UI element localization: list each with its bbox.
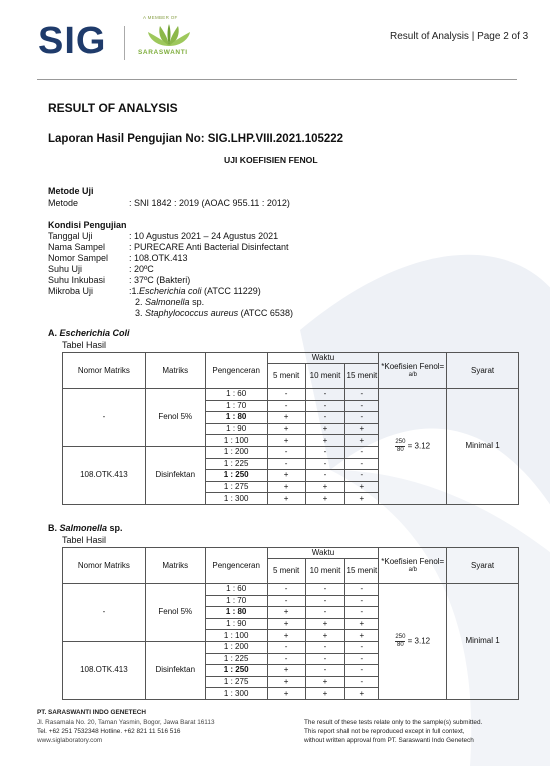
dilution-cell: 1 : 70 (205, 595, 267, 607)
requirement-cell: Minimal 1 (447, 584, 519, 700)
result-cell: + (305, 493, 345, 505)
dilution-cell: 1 : 225 (205, 458, 267, 470)
matrix-name: Disinfektan (145, 446, 205, 504)
matrix-name: Fenol 5% (145, 584, 205, 642)
dilution-cell: 1 : 275 (205, 676, 267, 688)
result-cell: + (305, 481, 345, 493)
col-header: Waktu (267, 353, 379, 364)
col-header: Syarat (447, 353, 519, 389)
page-info: Result of Analysis | Page 2 of 3 (390, 31, 529, 42)
coefficient-cell: $\frac{250}{80}$ = 3.12 (379, 389, 447, 505)
lotus-icon (146, 22, 192, 48)
col-header: Nomor Matriks (63, 353, 146, 389)
cond-label: Mikroba Uji (48, 286, 94, 296)
dilution-cell: 1 : 90 (205, 618, 267, 630)
matrix-name: Disinfektan (145, 641, 205, 699)
matrix-number: - (63, 389, 146, 447)
result-cell: + (345, 435, 379, 447)
matrix-number: 108.OTK.413 (63, 641, 146, 699)
dilution-cell: 1 : 70 (205, 400, 267, 412)
result-cell: - (305, 641, 345, 653)
result-cell: - (305, 412, 345, 424)
result-cell: + (267, 665, 305, 677)
result-cell: + (345, 618, 379, 630)
result-cell: - (345, 676, 379, 688)
result-cell: - (267, 389, 305, 401)
col-header: Waktu (267, 548, 379, 559)
col-header: *Koefisien Fenol= a/b (379, 353, 447, 389)
result-cell: + (267, 412, 305, 424)
table-label: Tabel Hasil (62, 340, 107, 350)
requirement-cell: Minimal 1 (447, 389, 519, 505)
result-cell: - (345, 595, 379, 607)
col-header: 15 menit (345, 559, 379, 584)
result-cell: - (267, 653, 305, 665)
col-header: 10 menit (305, 364, 345, 389)
result-cell: - (305, 665, 345, 677)
result-cell: - (305, 400, 345, 412)
cond-label: Nama Sampel (48, 242, 106, 252)
footer-tel: Tel. +62 251 7532348 Hotline. +62 821 11 516 516 (37, 728, 181, 735)
result-cell: + (305, 630, 345, 642)
coefficient-cell: $\frac{250}{80}$ = 3.12 (379, 584, 447, 700)
test-name: UJI KOEFISIEN FENOL (224, 155, 318, 165)
report-number: Laporan Hasil Pengujian No: SIG.LHP.VIII.2021.105222 (48, 133, 344, 145)
col-header: Matriks (145, 353, 205, 389)
result-cell: - (305, 458, 345, 470)
dilution-cell: 1 : 100 (205, 630, 267, 642)
col-header: Pengenceran (205, 353, 267, 389)
result-cell: - (305, 607, 345, 619)
partner-name: SARASWANTI (138, 49, 188, 56)
dilution-cell: 1 : 300 (205, 688, 267, 700)
result-cell: - (305, 470, 345, 482)
microbe-item: 3. Staphylococcus aureus (ATCC 6538) (135, 308, 293, 318)
result-cell: + (267, 676, 305, 688)
dilution-cell: 1 : 275 (205, 481, 267, 493)
col-header: Syarat (447, 548, 519, 584)
result-cell: - (267, 458, 305, 470)
dilution-cell: 1 : 225 (205, 653, 267, 665)
result-cell: - (305, 584, 345, 596)
result-cell: - (345, 641, 379, 653)
method-label: Metode (48, 198, 79, 208)
footer-company: PT. SARASWANTI INDO GENETECH (37, 709, 147, 716)
result-cell: + (267, 435, 305, 447)
col-header: 5 menit (267, 559, 305, 584)
col-header: Nomor Matriks (63, 548, 146, 584)
section-heading: A. Escherichia Coli (48, 328, 130, 338)
result-cell: - (345, 665, 379, 677)
result-cell: - (305, 653, 345, 665)
cond-value: : 20ºC (129, 264, 154, 274)
result-cell: + (267, 481, 305, 493)
result-cell: + (267, 630, 305, 642)
col-header: Matriks (145, 548, 205, 584)
result-cell: + (305, 435, 345, 447)
matrix-number: 108.OTK.413 (63, 446, 146, 504)
matrix-name: Fenol 5% (145, 389, 205, 447)
dilution-cell: 1 : 90 (205, 423, 267, 435)
col-header: *Koefisien Fenol= a/b (379, 548, 447, 584)
footer-address: Jl. Rasamala No. 20, Taman Yasmin, Bogor, Jawa Barat 16113 (37, 719, 215, 726)
result-cell: + (345, 688, 379, 700)
col-header: Pengenceran (205, 548, 267, 584)
cond-value: : PURECARE Anti Bacterial Disinfectant (129, 242, 289, 252)
page-title: RESULT OF ANALYSIS (48, 101, 178, 115)
table-label: Tabel Hasil (62, 535, 107, 545)
footer-disclaimer: The result of these tests relate only to the sample(s) submitted. (304, 719, 483, 726)
section-heading: B. Salmonella sp. (48, 523, 123, 533)
partner-tagline: A MEMBER OF (143, 15, 178, 20)
cond-label: Nomor Sampel (48, 253, 109, 263)
result-cell: - (345, 446, 379, 458)
result-cell: - (345, 389, 379, 401)
result-cell: + (267, 493, 305, 505)
result-table (62, 547, 519, 700)
result-cell: + (345, 423, 379, 435)
result-cell: + (345, 481, 379, 493)
cond-label: Suhu Inkubasi (48, 275, 106, 285)
result-cell: + (305, 423, 345, 435)
result-cell: - (345, 412, 379, 424)
result-cell: + (267, 688, 305, 700)
cond-value: : 37ºC (Bakteri) (129, 275, 191, 285)
result-table (62, 352, 519, 505)
dilution-cell: 1 : 200 (205, 641, 267, 653)
result-cell: + (267, 618, 305, 630)
matrix-number: - (63, 584, 146, 642)
col-header: 5 menit (267, 364, 305, 389)
dilution-cell: 1 : 80 (205, 607, 267, 619)
result-cell: + (305, 676, 345, 688)
cond-value: : 108.OTK.413 (129, 253, 188, 263)
col-header: 10 menit (305, 559, 345, 584)
result-cell: - (345, 400, 379, 412)
footer-web[interactable]: www.siglaboratory.com (37, 737, 103, 744)
dilution-cell: 1 : 100 (205, 435, 267, 447)
col-header: 15 menit (345, 364, 379, 389)
sig-logo: SIG (38, 20, 107, 62)
method-heading: Metode Uji (48, 186, 94, 196)
cond-value: : 10 Agustus 2021 – 24 Agustus 2021 (129, 231, 279, 241)
result-cell: - (267, 641, 305, 653)
dilution-cell: 1 : 60 (205, 389, 267, 401)
microbe-item: Escherichia coli (ATCC 11229) (139, 286, 261, 296)
result-cell: + (305, 618, 345, 630)
result-cell: + (345, 630, 379, 642)
result-cell: - (267, 400, 305, 412)
footer-disclaimer: This report shall not be reproduced except in full context, (304, 728, 465, 735)
dilution-cell: 1 : 80 (205, 412, 267, 424)
result-cell: - (267, 584, 305, 596)
result-cell: + (267, 470, 305, 482)
result-cell: - (305, 446, 345, 458)
result-cell: - (345, 458, 379, 470)
dilution-cell: 1 : 250 (205, 470, 267, 482)
result-cell: - (267, 446, 305, 458)
result-cell: - (345, 584, 379, 596)
conditions-heading: Kondisi Pengujian (48, 220, 127, 230)
header-divider (37, 79, 517, 80)
result-cell: - (345, 470, 379, 482)
dilution-cell: 1 : 60 (205, 584, 267, 596)
result-cell: + (267, 423, 305, 435)
cond-label: Tanggal Uji (48, 231, 93, 241)
result-cell: + (345, 493, 379, 505)
result-cell: + (305, 688, 345, 700)
method-value: : SNI 1842 : 2019 (AOAC 955.11 : 2012) (129, 198, 290, 208)
logo-divider (124, 26, 125, 60)
microbe-item: 2. Salmonella sp. (135, 297, 205, 307)
result-cell: - (305, 389, 345, 401)
dilution-cell: 1 : 300 (205, 493, 267, 505)
result-cell: + (267, 607, 305, 619)
dilution-cell: 1 : 250 (205, 665, 267, 677)
result-cell: - (345, 653, 379, 665)
result-cell: - (267, 595, 305, 607)
dilution-cell: 1 : 200 (205, 446, 267, 458)
result-cell: - (305, 595, 345, 607)
cond-value: :1. (129, 286, 140, 296)
footer-disclaimer: without written approval from PT. Saraswanti Indo Genetech (304, 737, 474, 744)
result-cell: - (345, 607, 379, 619)
cond-label: Suhu Uji (48, 264, 83, 274)
